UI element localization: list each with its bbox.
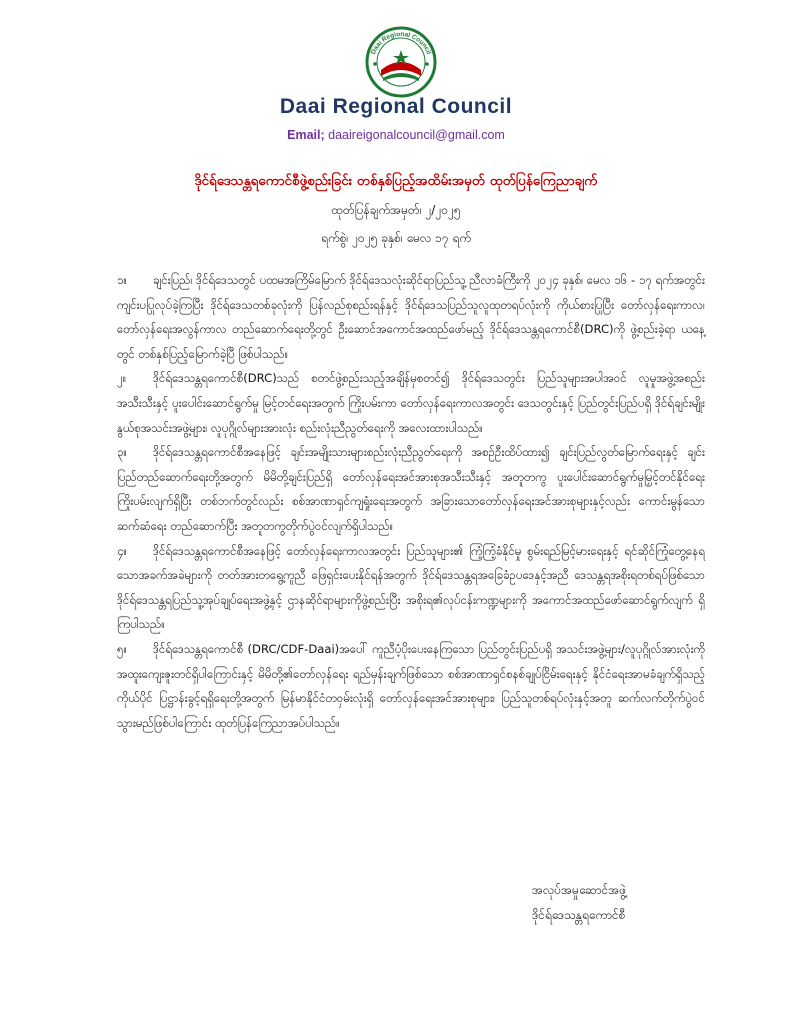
paragraph-5 (117, 637, 705, 735)
email-label: Email; (287, 128, 325, 142)
signature-block (532, 878, 626, 928)
paragraph-number: ၁။ (117, 273, 128, 287)
paragraph-text: ဒိုင်ရ်ဒေသန္တရကောင်စီ(DRC)သည် စတင်ဖွဲ့စည်းသည့်အချိန်မှစတင်၍ ဒိုင်ရ်ဒေသတွင်း ပြည်သူများအပါအဝင် လူမှုအဖွဲ့အစည်းအသီးသီးနှင့် ပူးပေါင်းဆောင်ရွက်မှု မြင့်တင်ရေးအတွက် ကြိုးပမ်းကာ တော်လှန်ရေးကာလအတွင်း ဒေသတွင်းနှင့် ပြည်တွင်းပြည်ပရှိ ဒိုင်ရ်ချင်းမျိုးနွယ်စုအသင်းအဖွဲ့များ၊ လူပုဂ္ဂိုလ်များအားလုံး စည်းလုံးညီညွတ်ရေးကို အလေးထားပါသည်။ (117, 371, 705, 435)
paragraph-1 (117, 268, 705, 366)
email-address[interactable]: daaireigonalcouncil@gmail.com (328, 128, 505, 142)
paragraph-text: ချင်းပြည်၊ ဒိုင်ရ်ဒေသတွင် ပထမအကြိမ်မြောက် ဒိုင်ရ်ဒေသလုံးဆိုင်ရာပြည်သူ့ ညီလာခံကြီးကို ၂၀၂၄ ခုနှစ်၊ မေလ ၁၆ - ၁၇ ရက်အတွင်း ကျင်းပပြုလုပ်ခဲ့ကြပြီး ဒိုင်ရ်ဒေသတစ်ခုလုံးကို ပြန်လည်စုစည်းရန်နှင့် ဒိုင်ရ်ဒေသပြည်သူလူထုတရပ်လုံးကို ကိုယ်စားပြုပြီး တော်လှန်ရေးကာလ၊ တော်လှန်ရေးအလွန်ကာလ တည်ဆောက်ရေးတို့တွင် ဦးဆောင်အကောင်အထည်ဖော်မည့် ဒိုင်ရ်ဒေသန္တရကောင်စီ(DRC)ကို ဖွဲ့စည်းခဲ့ရာ ယနေ့တွင် တစ်နှစ်ပြည့်မြောက်ခဲ့ပြီ ဖြစ်ပါသည်။ (117, 273, 705, 361)
paragraph-text: ဒိုင်ရ်ဒေသန္တရကောင်စီအနေဖြင့် ချင်းအမျိုးသားများစည်းလုံးညီညွတ်ရေးကို အစဉ်ဦးထိပ်ထား၍ ချင်းပြည်လွတ်မြောက်ရေးနှင့် ချင်းပြည်တည်ဆောက်ရေးတို့အတွက် မိမိတို့ချင်းပြည်ရှိ တော်လှန်ရေးအင်အားစုအသီးသီးနှင့် အတူတကွ ပူးပေါင်းဆောင်ရွက်မှုမြှင့်တင်နိုင်ရေး ကြိုးပမ်းလျက်ရှိပြီး တစ်ဘက်တွင်လည်း စစ်အာဏာရှင်ကျရှုံးရေးအတွက် အခြားသောတော်လှန်ရေးအင်အားစုများနှင့်လည်း ကောင်းမွန်သောဆက်ဆံရေး တည်ဆောက်ပြီး အတူတကွတိုက်ပွဲဝင်လျက်ရှိပါသည်။ (117, 445, 705, 533)
paragraph-number: ၄။ (117, 543, 128, 558)
paragraph-number: ၂။ (117, 371, 127, 386)
paragraph-3 (117, 440, 705, 538)
paragraph-2 (117, 366, 705, 440)
document-title: ဒိုင်ရ်ဒေသန္တရကောင်စီဖွဲ့စည်းခြင်း တစ်နှစ်ပြည့်အထိမ်းအမှတ် ထုတ်ပြန်ကြေညာချက် (194, 173, 598, 189)
logo-ring-text: Daai Regional Council (369, 30, 433, 56)
paragraph-text: ဒိုင်ရ်ဒေသန္တရကောင်စီ (DRC/CDF-Daai)အပေါ် ကူညီပံ့ပိုးပေးနေကြသော ပြည်တွင်းပြည်ပရှိ အသင်းအဖွဲ့များ/လူပုဂ္ဂိုလ်အားလုံးကို အထူးကျေးဇူးတင်ရှိပါကြောင်းနှင့် မိမိတို့၏တော်လှန်ရေး ရည်မှန်းချက်ဖြစ်သော စစ်အာဏာရှင်စနစ်ချုပ်ငြိမ်းရေးနှင့် နိုင်ငံရေးအာမခံချက်ရှိသည့် ကိုယ်ပိုင် ပြဋ္ဌာန်းခွင့်ရရှိရေးတို့အတွက် မြန်မာနိုင်ငံတဝှမ်းလုံးရှိ တော်လှန်ရေးအင်အားစုများ၊ ပြည်သူတစ်ရပ်လုံးနှင့်အတူ ဆက်လက်တိုက်ပွဲဝင်သွားမည်ဖြစ်ပါကြောင်း ထုတ်ပြန်ကြေညာအပ်ပါသည်။ (117, 641, 705, 730)
signature-line-2: ဒိုင်ရ်ဒေသန္တရကောင်စီ (532, 908, 626, 922)
signature-line-1: အလုပ်အမှုဆောင်အဖွဲ့ (532, 883, 627, 897)
paragraph-4 (117, 539, 705, 637)
paragraph-text: ဒိုင်ရ်ဒေသန္တရကောင်စီအနေဖြင့် တော်လှန်ရေးကာလအတွင်း ပြည်သူများ၏ ကြံ့ကြံ့ခံနိုင်မှု စွမ်းရည်မြင့်မားရေးနှင့် ရင်ဆိုင်ကြုံတွေ့နေရသောအခက်အခဲများကို တတ်အားတရွေ့ကူညီ ဖြေရှင်းပေးနိုင်ရန်အတွက် ဒိုင်ရ်ဒေသန္တရအခြေခံဥပဒေနှင့်အညီ ဒေသန္တရအစိုးရတစ်ရပ်ဖြစ်သော ဒိုင်ရ်ဒေသန္တရပြည်သူ့အုပ်ချုပ်ရေးအဖွဲ့နှင့် ဌာနဆိုင်ရာများကိုဖွဲ့စည်းပြီး အစိုးရ၏လုပ်ငန်းကဏ္ဍများကို အကောင်အထည်ဖော်ဆောင်ရွက်လျက် ရှိကြပါသည်။ (117, 543, 705, 632)
document-date: ရက်စွဲ၊ ၂၀၂၅ ခုနှစ်၊ မေလ ၁၇ ရက် (321, 231, 471, 245)
organization-name: Daai Regional Council (279, 95, 513, 118)
council-logo-icon (361, 24, 441, 98)
paragraph-number: ၅။ (117, 641, 128, 656)
reference-number: ထုတ်ပြန်ချက်အမှတ်၊ ၂/၂၀၂၅ (331, 203, 461, 217)
email-line (0, 128, 792, 142)
document-body (117, 268, 705, 735)
paragraph-number: ၃။ (117, 445, 128, 460)
